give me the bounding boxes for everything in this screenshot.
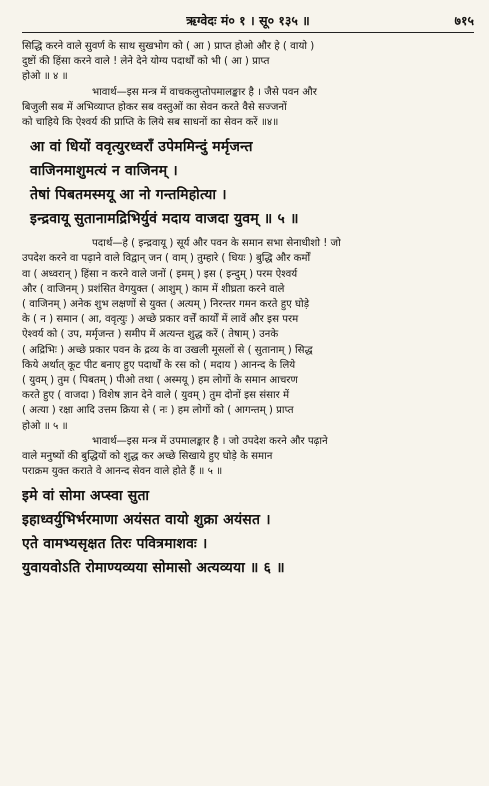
text-line: पदार्थ—हे ( इन्द्रवायू ) सूर्य और पवन के समान सभा सेनाधीशो ! जो: [92, 238, 341, 250]
mantra-5: [22, 135, 474, 231]
text-line: बिजुली सब में अभिव्याप्त होकर सब वस्तुओं का सेवन करते वैसे सज्जनों: [22, 101, 287, 113]
text-line: ( युवम् ) तुम ( पिबतम् ) पीओ तथा ( अस्मयू ) हम लोगों के समान आचरण: [22, 375, 298, 387]
mantra-line: एते वामभ्यसृक्षत तिरः पवित्रमाशवः ।: [22, 536, 208, 553]
text-line: होओ ॥ ४ ॥: [22, 71, 68, 83]
padartha-5: [22, 236, 474, 434]
text-line: किये अर्थात् कूट पीट बनाए हुए पदार्थों के रस को ( मदाय ) आनन्द के लिये: [22, 359, 296, 371]
mantra-line: इन्द्रवायू सुतानामद्रिभिर्युवं मदाय वाजदा युवम् ॥ ५ ॥: [30, 211, 299, 228]
text-line: और ( वाजिनम् ) प्रशंसित वेगयुक्त ( आशुम् ) काम में शीघ्रता करने वाले: [22, 283, 285, 295]
bhavartha-5: [22, 434, 474, 480]
text-line: होओ ॥ ५ ॥: [22, 420, 68, 432]
mantra-line: युवायवोऽति रोमाण्यव्यया सोमासो अत्यव्यया ॥ ६ ॥: [22, 560, 285, 577]
text-line: ऐश्वर्य को ( उप, मर्मृजन्त ) समीप में अत्यन्त शुद्ध करें ( तेषाम् ) उनके: [22, 329, 279, 341]
mantra-line: इमे वां सोमा अप्स्वा सुता: [22, 488, 150, 505]
mantra-line: वाजिनमाशुमत्यं न वाजिनम् ।: [30, 163, 178, 180]
text-line: वाले मनुष्यों की बुद्धियों को शुद्ध कर अच्छे सिखाये हुए घोड़े के समान: [22, 451, 273, 463]
text-line: ( अद्रिभिः ) अच्छे प्रकार पवन के द्रव्य के वा उखली मूसलों से ( सुतानाम् ) सिद्ध: [22, 344, 313, 356]
running-title: ऋग्वेदः मं० १ । सू० १३५ ॥: [186, 13, 310, 28]
text-line: के ( न ) समान ( आ, ववृत्युः ) अच्छे प्रकार वर्त्तें कार्यों में लावें और इस परम: [22, 314, 299, 326]
text-line: को चाहिये कि ऐश्वर्य की प्राप्ति के लिये सब साधनों का सेवन करें ॥४॥: [22, 117, 279, 129]
padartha-continuation: [22, 39, 474, 85]
text-line: ( अत्या ) रक्षा आदि उत्तम क्रिया से ( नः ) हम लोगों को ( आगन्तम् ) प्राप्त: [22, 405, 294, 417]
scripture-page: [22, 10, 474, 776]
page-number: ७१५: [454, 13, 474, 28]
mantra-6: [22, 484, 474, 580]
text-line: करते हुए ( वाजदा ) विशेष ज्ञान देने वाले ( युवम् ) तुम दोनों इस संसार में: [22, 390, 290, 402]
mantra-line: आ वां धियों ववृत्युरध्वराँ उपेममिन्दुं मर्मृजन्त: [30, 139, 253, 156]
text-line: सिद्धि करने वाले सुवर्ण के साथ सुखभोग को ( आ ) प्राप्त होओ और हे ( वायो ): [22, 41, 315, 52]
header-rule: [22, 32, 474, 33]
text-line: वा ( अध्वरान् ) हिंसा न करने वाले जनों ( इमम् ) इस ( इन्दुम् ) परम ऐश्वर्य: [22, 268, 298, 280]
text-line: उपदेश करने वा पढ़ाने वाले विद्वान् जन ( वाम् ) तुम्हारे ( धियः ) बुद्धि और कर्मों: [22, 253, 311, 265]
mantra-line: तेषां पिबतमस्मयू आ नो गन्तमिहोत्या ।: [30, 187, 227, 204]
text-line: दुष्टों की हिंसा करने वाले ! लेने देने योग्य पदार्थों को भी ( आ ) प्राप्त: [22, 56, 270, 68]
text-line: भावार्थ—इस मन्त्र में उपमालङ्कार है । जो उपदेश करने और पढ़ाने: [92, 435, 328, 447]
text-line: भावार्थ—इस मन्त्र में वाचकलुप्तोपमालङ्कार है । जैसे पवन और: [92, 86, 317, 98]
text-line: ( वाजिनम् ) अनेक शुभ लक्षणों से युक्त ( अत्यम् ) निरन्तर गमन करते हुए घोड़े: [22, 299, 310, 311]
text-line: पराक्रम युक्त कराते वे आनन्द सेवन वाले होते हैं ॥ ५ ॥: [22, 466, 223, 478]
mantra-line: इहाध्वर्युभिर्भरमाणा अयंसत वायो शुक्रा अयंसत ।: [22, 512, 271, 529]
page-header: [22, 10, 474, 30]
bhavartha-4: [22, 85, 474, 131]
